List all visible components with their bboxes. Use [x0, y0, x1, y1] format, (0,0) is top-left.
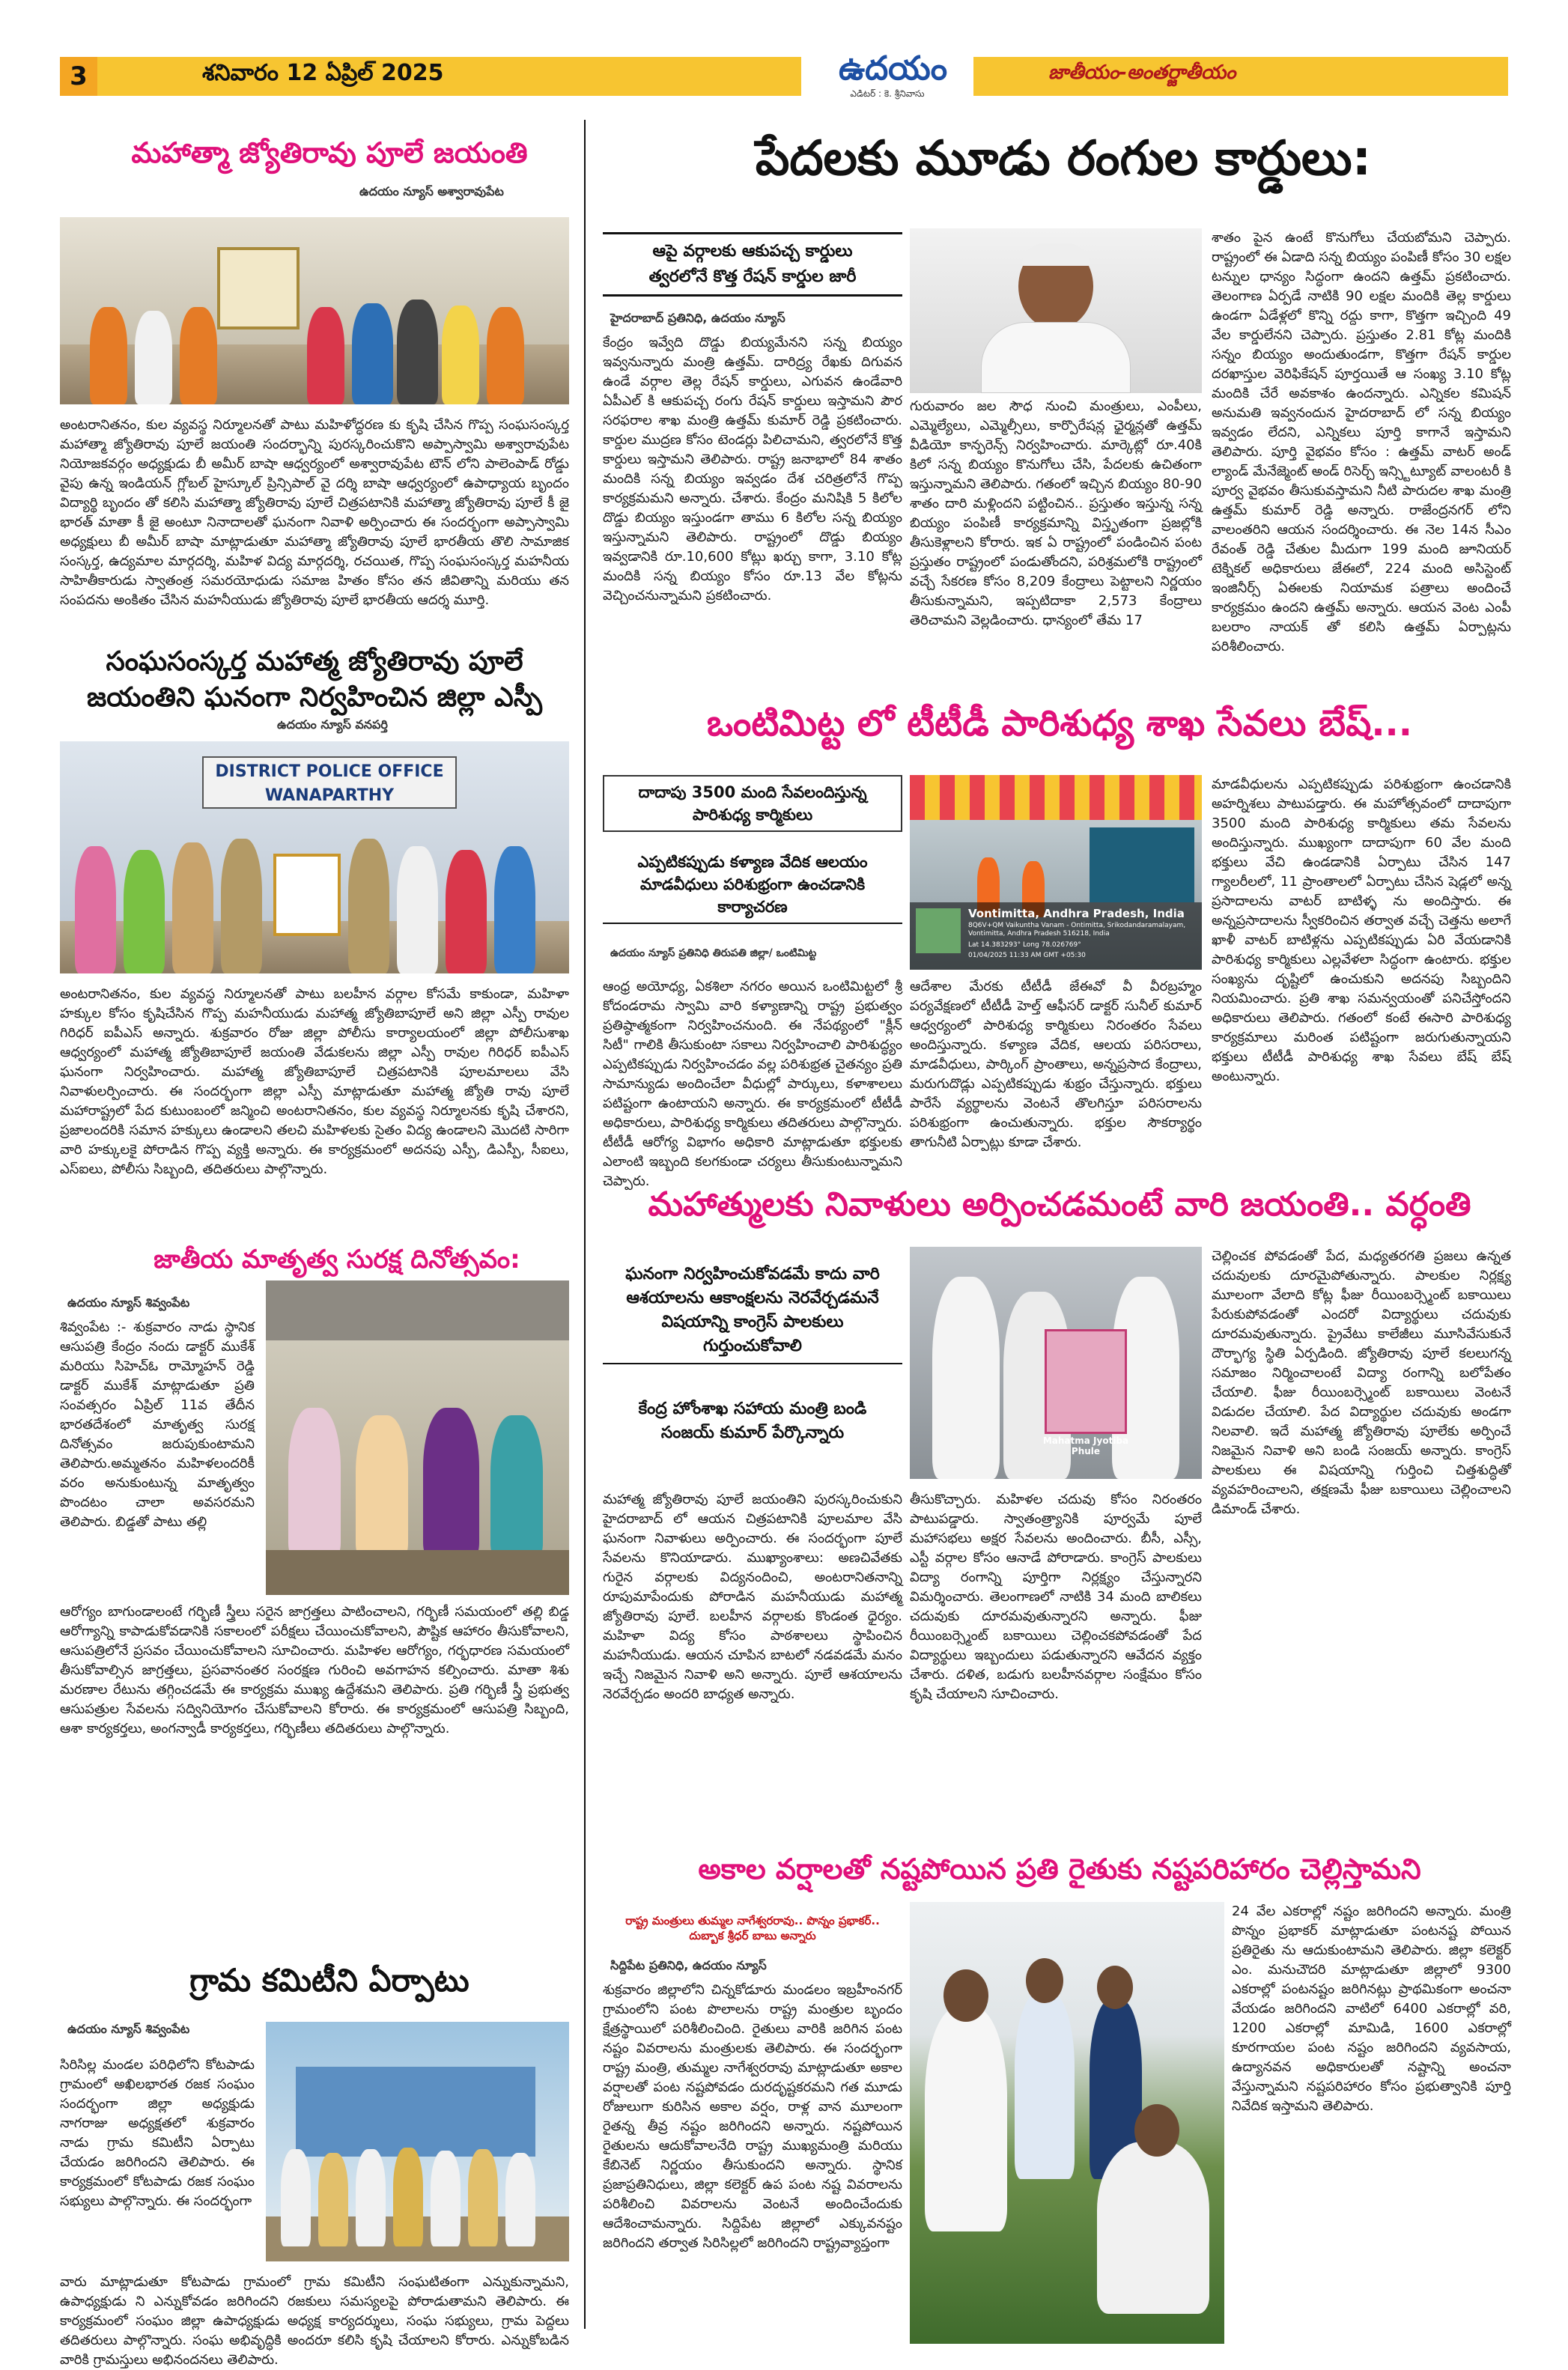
subhead-farmers-sridhar: దుబ్బాక శ్రీధర్ బాబు అన్నారు — [689, 1929, 816, 1942]
subhead-ttd-plan: ఎప్పటికప్పుడు కళ్యాణ వేదిక ఆలయం మాడవీధులు పరిశుభ్రంగా ఉంచడానికి కార్యాచరణ — [603, 846, 902, 924]
headline-farmers: అకాల వర్షాలతో నష్టపోయిన ప్రతి రైతుకు నష్టపరిహారం చెల్లిస్తామని — [698, 1853, 1421, 1886]
police-office-sign: DISTRICT POLICE OFFICE WANAPARTHY — [202, 756, 457, 809]
masthead — [0, 0, 1568, 105]
body-maternity: ఆరోగ్యం బాగుండాలంటే గర్భిణీ స్త్రీలు సరైన జాగ్రత్తలు పాటించాలని, గర్భిణీ సమయంలో తల్లి బిడ్డ ఆరోగ్యాన్ని కాపాడుకోవడానికి సకాలంలో పరీక్షలు చేయించుకోవాలని, పౌష్టిక ఆహారం తీసుకోవాలని, ఆసుపత్రిలోనే ప్రసవం చేయించుకోవాలని సూచించారు. మహిళల ఆరోగ్యం, గర్భధారణ సమయంలో తీసుకోవాల్సిన జాగ్రత్తలు, ప్రసవానంతర సంరక్షణ గురించి అవగాహన కల్పించారు. మాతా శిశు మరణాల రేటును తగ్గించడమే ఈ కార్యక్రమ ముఖ్య ఉద్దేశమని తెలిపారు. ప్రతి గర్భిణీ స్త్రీ ప్రభుత్వ ఆసుపత్రుల సేవలను సద్వినియోగం చేసుకోవాలని కోరారు. ఈ కార్యక్రమంలో ఆసుపత్రి సిబ్బంది, ఆశా కార్యకర్తలు, అంగన్వాడీ కార్యకర్తలు, గర్భిణీలు తదితరులు పాల్గొన్నారు. — [60, 1604, 569, 1737]
newspaper-logo[interactable] — [839, 49, 948, 99]
page-number: 3 — [60, 57, 97, 96]
body-maternity-intro: శివ్వంపేట :- శుక్రవారం నాడు స్థానిక ఆసుపత్రి కేంద్రం నందు డాక్టర్ ముకేశ్ మరియు సిహెచ్ఓ రామ్మోహన్ రెడ్డి డాక్టర్ ముకేశ్ మాట్లాడుతూ ప్రతి సంవత్సరం ఏప్రిల్ 11వ తేదీన భారతదేశంలో మాతృత్వ సురక్ష దినోత్సవం జరుపుకుంటామని తెలిపారు.అమ్మతనం మహిళలందరికీ వరం అనుకుంటున్న మాతృత్వం పొందటం చాలా అవసరమని తెలిపారు. బిడ్డతో పాటు తల్లి — [60, 1319, 255, 1530]
photo-police-office — [60, 741, 569, 973]
body-ttd-col3: మాడవీధులను ఎప్పటికప్పుడు పరిశుభ్రంగా ఉంచడానికి అహర్నిశలు పాటుపడ్తారు. ఈ మహోత్సవంలో దాదాపుగా 3500 మంది పారిశుధ్య కార్మికులు తమ సేవలను అందిస్తున్నారు. ముఖ్యంగా దాదాపుగా 60 వేల మంది భక్తులు వేచి ఉండడానికి ఏర్పాటు చేసిన 147 గ్యాలరీలలో, 11 ప్రాంతాలలో ఏర్పాటు చేసిన షెడ్లలో అన్న ప్రసాదాలను వాటర్ బాటిళ్ళ ను అందిస్తారు. ఈ అన్నప్రసాదాలను స్వీకరించిన తర్వాత వచ్చే చెత్తను అలాగే ఖాళీ వాటర్ బాటిళ్లను ఎప్పటికప్పుడు ఏరి వేయడానికి పారిశుధ్య కార్మికులు ఎల్లవేళలా సిద్ధంగా ఉంటారు. భక్తుల సంఖ్యను దృష్టిలో ఉంచుకుని అదనపు సిబ్బందిని నియమించారు. ప్రతి శాఖ సమన్వయంతో పనిచేస్తోందని అధికారులు తెలిపారు. గతంలో కంటే ఈసారి పారిశుధ్య కార్యక్రమాలు మరింత పటిష్టంగా జరుగుతున్నాయని భక్తులు టీటీడీ పారిశుధ్య శాఖ సేవలు బేష్ బేష్ అంటున్నారు. — [1212, 777, 1511, 1084]
subhead-farmers — [603, 1913, 902, 1943]
body-village-intro: సిరిసిల్ల మండల పరిధిలోని కోటపాడు గ్రామంలో అఖిలభారత రజక సంఘం సందర్భంగా జిల్లా అధ్యక్షుడు నాగరాజు అధ్యక్షతలో శుక్రవారం నాడు గ్రామ కమిటీని ఏర్పాటు చేయడం జరిగిందని తెలిపారు. ఈ కార్యక్రమంలో కోటపాడు రజక సంఘం సభ్యులు పాల్గొన్నారు. ఈ సందర్భంగా — [60, 2057, 255, 2209]
photo-minister-uttam — [910, 228, 1202, 393]
photo-caption-phule: Mahatma Jyotiba Phule — [1042, 1435, 1129, 1456]
body-mahatmas-col2: తీసుకొచ్చారు. మహిళల చదువు కోసం నిరంతరం పాటుపడ్డారు. స్వాతంత్ర్యానికి పూర్వమే పూలే మహాసభలు అక్షర సేవలను అందించారు. బీసీ, ఎస్సీ, ఎస్టీ వర్గాల కోసం ఆనాడే పోరాడారు. కాంగ్రెస్ పాలకులు విద్యా రంగాన్ని పూర్తిగా నిర్లక్ష్యం చేస్తున్నారని విమర్శించారు. తెలంగాణలో నాటికి 34 మంది బాలికలు చదువుకు దూరమవుతున్నారని అన్నారు. ఫీజు రీయింబర్స్మెంట్ బకాయిలు చెల్లించకపోవడంతో పేద విద్యార్థులు ఇబ్బందులు పడుతున్నారని ఆవేదన వ్యక్తం చేశారు. దళిత, బడుగు బలహీనవర్గాల సంక్షేమం కోసం కృషి చేయాలని సూచించారు. — [910, 1492, 1202, 1702]
headline-maternity: జాతీయ మాతృత్వ సురక్ష దినోత్సవం: — [154, 1245, 520, 1274]
logo-text: ఉదయం — [839, 49, 948, 88]
subhead-mahatmas-congress: ఘనంగా నిర్వహించుకోవడమే కాదు వారి ఆశయాలను ఆకాంక్షలను నెరవేర్చడమనే విషయాన్ని కాంగ్రెస్ పాలకులు గుర్తుంచుకోవాలి — [603, 1258, 902, 1364]
ttd-photo-address: 8Q6V+QM Vaikuntha Vanam - Ontimitta, Srikodandaramalayam, Vontimitta, Andhra Pradesh 516218, India — [968, 922, 1186, 938]
body-ration-col2: గురువారం జల సౌధ నుంచి మంత్రులు, ఎంపీలు, ఎమ్మెల్యేలు, ఎమ్మెల్సీలు, కార్పొరేషన్ల ఛైర్మన్లతో ఉత్తమ్ వీడియో కాన్ఫరెన్స్ నిర్వహించారు. మార్కెట్లో రూ.40కి కిలో సన్న బియ్యం కొనుగోలు చేసి, పేదలకు ఉచితంగా ఇస్తున్నామని తెలిపారు. గతంలో ఇచ్చిన బియ్యం 80-90 శాతం దారి మళ్లిందని పట్టించిన.. ప్రస్తుతం ఇస్తున్న సన్న బియ్యం పంపిణీ కార్యక్రమాన్ని విస్తృతంగా ప్రజల్లోకి తీసుకెళ్లాలని కోరారు. ఇక ఏ రాష్ట్రంలో పండించిన పంట ప్రస్తుతం రాష్ట్రంలో పండుతోందని, పరిశ్రమలోకి రాష్ట్రంలో వచ్చే సేకరణ కోసం 8,209 కేంద్రాలు పెట్టాలని నిర్ణయం తీసుకున్నామని, ఇప్పటిదాకా 2,573 కేంద్రాలు తెరిచామని వెల్లడించారు. ధాన్యంలో తేమ 17 — [910, 398, 1202, 628]
body-ration-col1: కేంద్రం ఇవ్వేది దొడ్డు బియ్యమేనని సన్న బియ్యం ఇవ్వనున్నారు మంత్రి ఉత్తమ్. దారిద్ర్య రేఖకు దిగువన ఉండే వర్గాల తెల్ల రేషన్ కార్డులు, ఎగువన ఉండేవారి ఏపీఎల్ కి ఆకుపచ్చ రంగు రేషన్ కార్డులు ఇస్తామని పౌర సరఫరాల శాఖ మంత్రి ఉత్తమ్ కుమార్ రెడ్డి ప్రకటించారు. కార్డుల ముద్రణ కోసం టెండర్లు పిలిచామని, త్వరలోనే కొత్త కార్డులు ఇస్తామని తెలిపారు. రాష్ట్ర జనాభాలో 84 శాతం మందికి సన్న బియ్యం ఇవ్వడం దేశ చరిత్రలోనే గొప్ప కార్యక్రమమని అన్నారు. చేశారు. కేంద్రం మనిషికి 5 కిలోల దొడ్డు బియ్యం ఇస్తుండగా తాము 6 కిలోల సన్న బియ్యం ఇస్తున్నామని తెలిపారు. రాష్ట్రంలో దొడ్డు బియ్యం ఇవ్వడానికి రూ.10,600 కోట్లు ఖర్చు కాగా, 3.10 కోట్ల మందికి సన్న బియ్యం కోసం రూ.13 వేల కోట్లను వెచ్చించనున్నామని ప్రకటించారు. — [603, 335, 902, 604]
ttd-photo-time: 01/04/2025 11:33 AM GMT +05:30 — [968, 952, 1086, 959]
headline-ration-cards: పేదలకు మూడు రంగుల కార్డులు: — [755, 131, 1372, 186]
photo-phule-students — [60, 217, 569, 404]
photo-village-committee — [266, 2022, 569, 2261]
photo-bandi-sanjay — [910, 1247, 1202, 1479]
ttd-photo-place: Vontimitta, Andhra Pradesh, India — [968, 907, 1185, 920]
subhead-ration-green — [603, 232, 902, 297]
photo-maternity — [266, 1280, 569, 1595]
subhead-mahatmas-minister: కేంద్ర హోంశాఖ సహాయ మంత్రి బండి సంజయ్ కుమార్ పేర్కొన్నారు — [603, 1393, 902, 1450]
photo-ttd-workers — [910, 775, 1202, 970]
logo-subtext: ఎడిటర్ : కె. శ్రీనివాసు — [850, 88, 925, 99]
headline-phule-jayanti: మహాత్మా జ్యోతిరావు పూలే జయంతి — [131, 136, 528, 169]
headline-ttd: ఒంటిమిట్ట లో టీటీడీ పారిశుధ్య శాఖ సేవలు బేష్... — [706, 702, 1413, 744]
byline-ttd: ఉదయం న్యూస్ ప్రతినిధి తిరుపతి జిల్లా/ ఒంటిమిట్ట — [610, 947, 817, 959]
byline-ration-cards: హైదరాబాద్ ప్రతినిధి, ఉదయం న్యూస్ — [610, 311, 785, 325]
byline-phule-jayanti: ఉదయం న్యూస్ అశ్వారావుపేట — [359, 184, 504, 198]
body-farmers-col2: 24 వేల ఎకరాల్లో నష్టం జరిగిందని అన్నారు. మంత్రి పొన్నం ప్రభాకర్ మాట్లాడుతూ పంటనష్ట పోయిన ప్రతిరైతు ను ఆదుకుంటామని తెలిపారు. జిల్లా కలెక్టర్ ఎం. మనుచౌదరి మాట్లాడుతూ జిల్లాలో 9300 ఎకరాల్లో పంటనష్టం జరిగినట్లు ప్రాథమికంగా అంచనా వేయడం జరిగిందని వాటిలో 6400 ఎకరాల్లో వరి, 1200 ఎకరాల్లో మామిడి, 1600 ఎకరాల్లో కూరగాయల పంట నష్టం జరిగిందని వ్యవసాయ, ఉద్యానవన అధికారులతో నష్టాన్ని అంచనా వేస్తున్నామని నష్టపరిహారం కోసం ప్రభుత్వానికి పూర్తి నివేదిక ఇస్తామని తెలిపారు. — [1232, 1903, 1511, 2114]
byline-village-committee: ఉదయం న్యూస్ శివ్వంపేట — [67, 2022, 190, 2036]
column-divider — [584, 120, 586, 2329]
subhead-ttd-workers: దాదాపు 3500 మంది సేవలందిస్తున్న పారిశుధ్య కార్మికులు — [603, 775, 902, 832]
body-phule-jayanti: అంటరానితనం, కుల వ్యవస్థ నిర్మూలనతో పాటు మహిళోద్ధరణ కు కృషి చేసిన గొప్ప సంఘసంస్కర్త మహాత్మా జ్యోతిరావు పూలే జయంతి సందర్భాన్ని పురస్కరించుకొని అప్పాస్వామి అశ్వారావుపేట నియోజకవర్గం అధ్యక్షుడు బీ అమీర్ బాషా ఆధ్వర్యంలో అశ్వారావుపేట టౌన్ లోని పాలెంపాడ్ రోడ్డు వైపు ఉన్న ఇండియన్ గ్లోబల్ హైస్కూల్ ప్రిన్సిపాల్ వై దర్శి బాషా ఆధ్వర్యంలో ఉపాధ్యాయ బృందం విద్యార్థి బృందం తో కలిసి మహాత్మా జ్యోతిరావు పూలే చిత్రపటానికి మహాత్మా జ్యోతిరావు పూలే కీ జై భారత్ మాతా కీ జై అంటూ నినాదాలతో ఘనంగా నివాళి అర్పించారు ఈ సందర్భంగా అప్పాస్వామి అధ్యక్షులు బీ అమీర్ బాషా మాట్లాడుతూ మహాత్మా జ్యోతిరావు పూలే భారతీయ తొలి సామాజిక సంస్కర్త, ఉద్యమాల మార్గదర్శి, మహిళ విద్య మార్గదర్శి, రచయిత, గొప్ప సంఘసంస్కర్త మహనీయ సాహితీకారుడు స్వాతంత్ర సమరయోధుడు సమాజ హితం కోసం తన జీవితాన్ని మరియు తన సంపదను అంకితం చేసిన మహనీయుడు జ్యోతిరావు పూలే భారతీయ ఆదర్శ మూర్తి. — [60, 417, 569, 608]
section-name: జాతీయం-అంతర్జాతీయం — [1048, 61, 1236, 84]
subhead-ration-new: త్వరలోనే కొత్త రేషన్ కార్డుల జారీ — [648, 267, 857, 286]
subhead-farmers-ministers: రాష్ట్ర మంత్రులు తుమ్మల నాగేశ్వరరావు.. పొన్నం ప్రభాకర్.. — [625, 1914, 880, 1927]
body-phule-sp: అంటరానితనం, కుల వ్యవస్థ నిర్మూలనతో పాటు బలహీన వర్గాల కోసమే కాకుండా, మహిళా హక్కుల కోసం కృషిచేసిన గొప్ప మహనీయుడు మహాత్మ జ్యోతిబాపూలే అని జిల్లా ఎస్పీ రావుల గిరిధర్ ఐపీఎస్ అన్నారు. శుక్రవారం రోజు జిల్లా పోలీసు కార్యాలయంలో జిల్లా పోలీసుశాఖ ఆధ్వర్యంలో మహాత్మ జ్యోతిబాపూలే జయంతి వేడుకలను జిల్లా ఎస్పీ రావుల గిరిధర్ ఐపీఎస్ ఘనంగా నిర్వహించారు. మహాత్మ జ్యోతిబాపూలే చిత్రపటానికి పూలమాలలు వేసి నివాళులర్పించారు. ఈ సందర్భంగా జిల్లా ఎస్పీ మాట్లాడుతూ మహాత్మ జ్యోతి రావు పూలే మహారాష్ట్రలో పేద కుటుంబంలో జన్మించి అంటరానితనం, కుల వ్యవస్థ నిర్మూలనకు కృషి చేశారని, ప్రజాలందరికి సమాన హక్కులు ఉండాలని తలచి మహిళలకు సైతం విద్య ఉండాలని మొదటి సారిగా వారి హక్కులకై పోరాడిన గొప్ప వ్యక్తి అన్నారు. ఈ కార్యక్రమంలో అదనపు ఎస్పీ, డిఎస్పీ, సీఐలు, ఎస్ఐలు, పోలీసు సిబ్బంది, తదితరులు పాల్గొన్నారు. — [60, 986, 569, 1177]
byline-farmers: సిద్దిపేట ప్రతినిధి, ఉదయం న్యూస్ — [610, 1958, 767, 1972]
issue-date: శనివారం 12 ఏప్రిల్ 2025 — [202, 60, 444, 86]
body-ttd-col1: ఆంధ్ర అయోధ్య, ఏకశిలా నగరం అయిన ఒంటిమిట్టలో శ్రీ కోదండరామ స్వామి వారి కళ్యాణాన్ని రాష్ట్ర ప్రభుత్వం ప్రతిష్ఠాత్మకంగా నిర్వహించనుంది. ఈ నేపథ్యంలో "క్లీన్ సిటీ" గాలికి తీసుకుంటా సకాలు నిర్వహించాలి పారిశుద్ధ్యం ఎప్పటికప్పుడు నిర్వహించడం వల్ల పరిశుభ్రత చైతన్యం ప్రతి సామాన్యుడు అందించేలా వీధుల్లో పార్కులు, కళాశాలలు పటిష్టంగా ఉంటాయని అన్నారు. ఈ కార్యక్రమంలో టీటీడీ అధికారులు, పారిశుధ్య కార్మికులు తదితరులు పాల్గొన్నారు. టీటీడీ ఆరోగ్య విభాగం అధికారి మాట్లాడుతూ భక్తులకు ఎలాంటి ఇబ్బంది కలగకుండా చర్యలు తీసుకుంటున్నామని చెప్పారు. — [603, 979, 902, 1189]
byline-maternity: ఉదయం న్యూస్ శివ్వంపేట — [67, 1295, 190, 1310]
headline-phule-sp: సంఘసంస్కర్త మహాత్మ జ్యోతిరావు పూలే జయంతిని ఘనంగా నిర్వహించిన జిల్లా ఎస్పీ — [86, 646, 543, 713]
body-mahatmas-col3: చెల్లించక పోవడంతో పేద, మధ్యతరగతి ప్రజలు ఉన్నత చదువులకు దూరమైపోతున్నారు. పాలకుల నిర్లక్ష్య మూలంగా వేలాది కోట్ల ఫీజు రీయింబర్స్మెంట్ బకాయిలు పేరుకుపోవడంతో ఎందరో విద్యార్థులు చదువుకు దూరమవుతున్నారు. ప్రైవేటు కాలేజీలు మూసివేసుకునే దౌర్భాగ్య స్థితి ఏర్పడింది. జ్యోతిరావు పూలే కలలుగన్న సమాజం నిర్మించాలంటే విద్యా రంగాన్ని బలోపేతం చేయాలి. ఫీజు రీయింబర్స్మెంట్ బకాయిలు వెంటనే విడుదల చేయాలి. పేద విద్యార్థుల చదువుకు అండగా నిలవాలి. ఇదే మహాత్మ జ్యోతిరావు పూలేకు అర్పించే నిజమైన నివాళి అని బండి సంజయ్ అన్నారు. కాంగ్రెస్ పాలకులు ఈ విషయాన్ని గుర్తించి చిత్తశుద్ధితో వ్యవహరించాలని, తక్షణమే ఫీజు బకాయిలు చెల్లించాలని డిమాండ్ చేశారు. — [1212, 1248, 1511, 1517]
subhead-ration-green-text: ఆపై వర్గాలకు ఆకుపచ్చ కార్డులు — [652, 242, 853, 261]
headline-mahatmas: మహాత్ములకు నివాళులు అర్పించడమంటే వారి జయంతి.. వర్ధంతి — [648, 1185, 1471, 1224]
body-mahatmas-col1: మహాత్మ జ్యోతిరావు పూలే జయంతిని పురస్కరించుకుని హైదరాబాద్ లో ఆయన చిత్రపటానికి పూలమాల వేసి ఘనంగా నివాళులు అర్పించారు. ఈ సందర్భంగా పూలే సేవలను కొనియాడారు. ముఖ్యాంశాలు: అణచివేతకు గురైన వర్గాలకు విద్యనందించి, అంటరానితనాన్ని రూపుమాపేందుకు పోరాడిన మహనీయుడు మహాత్మ జ్యోతిరావు పూలే. బలహీన వర్గాలకు కొండంత ధైర్యం. మహిళా విద్య కోసం పాఠశాలలు స్థాపించిన మహనీయుడు. ఆయన చూపిన బాటలో నడవడమే మనం ఇచ్చే నిజమైన నివాళి అని అన్నారు. పూలే ఆశయాలను నెరవేర్చడం అందరి బాధ్యత అన్నారు. — [603, 1492, 902, 1702]
byline-phule-sp: ఉదయం న్యూస్ వనపర్తి — [277, 717, 388, 732]
body-ttd-col2: ఆదేశాల మేరకు టీటీడీ జేఈవో వీ వీరబ్రహ్మం పర్యవేక్షణలో టీటీడీ హెల్త్ ఆఫీసర్ డాక్టర్ సునీల్ కుమార్ ఆధ్వర్యంలో పారిశుధ్య కార్మికులు నిరంతరం సేవలు అందిస్తున్నారు. కళ్యాణ వేదిక, ఆలయ పరిసరాలు, మాడవీధులు, పార్కింగ్ ప్రాంతాలు, అన్నప్రసాద కేంద్రాలు, మరుగుదొడ్లు ఎప్పటికప్పుడు శుభ్రం చేస్తున్నారు. భక్తులు పారేసే వ్యర్థాలను వెంటనే తొలగిస్తూ పరిసరాలను పరిశుభ్రంగా ఉంచుతున్నారు. భక్తుల సౌకర్యార్థం తాగునీటి ఏర్పాట్లు కూడా చేశారు. — [910, 979, 1202, 1150]
photo-ministers-field — [910, 1902, 1224, 2344]
body-ration-col3: శాతం పైన ఉంటే కొనుగోలు చేయబోమని చెప్పారు. రాష్ట్రంలో ఈ ఏడాది సన్న బియ్యం పంపిణీ కోసం 30 లక్షల టన్నుల ధాన్యం సిద్ధంగా ఉందని ఉత్తమ్ ప్రకటించారు. తెలంగాణ ఏర్పడే నాటికి 90 లక్షల మందికి తెల్ల కార్డులు ఉండగా ఏడేళ్లలో కొన్ని రద్దు కాగా, కొత్తగా ఇచ్చింది 49 వేల కార్డులేనని చెప్పారు. ప్రస్తుతం 2.81 కోట్ల మందికి సన్నం బియ్యం అందుతుండగా, కొత్తగా రేషన్ కార్డుల దరఖాస్తుల వెరిఫికేషన్ పూర్తయితే ఆ సంఖ్య 3.10 కోట్ల మందికి చేరే అవకాశం ఉందన్నారు. ఎన్నికల కమిషన్ అనుమతి ఇవ్వనందున హైదరాబాద్ లో సన్న బియ్యం ఇవ్వడం లేదని, ఎన్నికలు పూర్తి కాగానే ఇస్తామని తెలిపారు. పూర్తి వైభవం కోసం : ఉత్తమ్ వాటర్ అండ్ ల్యాండ్ మేనేజ్మెంట్ అండ్ రిసెర్చ్ ఇన్స్టిట్యూట్ వాలంటరీ కి పూర్వ వైభవం తీసుకువస్తామని నీటి పారుదల శాఖ మంత్రి ఉత్తమ్ కుమార్ రెడ్డి అన్నారు. రాజేంద్రనగర్ లోని వాలంతరిని ఆయన సందర్శించారు. ఈ నెల 14న సీఎం రేవంత్ రెడ్డి చేతుల మీదుగా 199 మంది జూనియర్ టెక్నికల్ అధికారులు జేఈలో, 224 మంది అసిస్టెంట్ ఇంజినీర్స్ ఏఈలకు నియామక పత్రాలు అందించే కార్యక్రమం ఉందని ఉత్తమ్ అన్నారు. ఆయన వెంట ఎంపీ బలరాం నాయక్ తో కలిసి ఉత్తమ్ ఏర్పాట్లను పరిశీలించారు. — [1212, 230, 1511, 654]
body-farmers-col1: శుక్రవారం జిల్లాలోని చిన్నకోడూరు మండలం ఇబ్రహీంనగర్ గ్రామంలోని పంట పొలాలను రాష్ట్ర మంత్రుల బృందం క్షేత్రస్థాయిలో పరిశీలించింది. రైతులు వారికి జరిగిన పంట నష్టం వివరాలను మంత్రులకు తెలిపారు. ఈ సందర్భంగా రాష్ట్ర మంత్రి, తుమ్మల నాగేశ్వరరావు మాట్లాడుతూ అకాల వర్షాలతో పంట నష్టపోవడం దురదృష్టకరమని గత మూడు రోజులుగా కురిసిన అకాల వర్షం, రాళ్ల వాన మూలంగా రైతన్న తీవ్ర నష్టం జరిగిందని అన్నారు. నష్టపోయిన రైతులను ఆదుకోవాలనేది రాష్ట్ర ముఖ్యమంత్రి మరియు కేబినెట్ నిర్ణయం తీసుకుందని అన్నారు. స్థానిక ప్రజాప్రతినిధులు, జిల్లా కలెక్టర్ ఉప పంట నష్ట వివరాలను పరిశీలించి వివరాలను వెంటనే అందించేందుకు ఆదేశించామన్నారు. సిద్దిపేట జిల్లాలో ఎక్కువనష్టం జరిగిందని తర్వాత సిరిసిల్లలో జరిగిందని రాష్ట్రవ్యాప్తంగా — [603, 1982, 902, 2251]
ttd-photo-coords: Lat 14.383293° Long 78.026769° — [968, 941, 1081, 949]
body-village-committee: వారు మాట్లాడుతూ కోటపాడు గ్రామంలో గ్రామ కమిటీని సంఘటితంగా ఎన్నుకున్నామని, ఉపాధ్యక్షుడు ని ఎన్నుకోవడం జరిగిందని రజకులు సమస్యలపై పోరాడుతామని తెలిపారు. ఈ కార్యక్రమంలో సంఘం జిల్లా ఉపాధ్యక్షుడు అధ్యక్ష కార్యదర్శులు, సంఘ సభ్యులు, గ్రామ పెద్దలు తదితరులు పాల్గొన్నారు. సంఘ అభివృద్ధికి అందరూ కలిసి కృషి చేయాలని కోరారు. ఎన్నుకోబడిన వారికి గ్రామస్తులు అభినందనలు తెలిపారు. — [60, 2274, 569, 2368]
headline-village-committee: గ్రామ కమిటీని ఏర్పాటు — [189, 1962, 470, 1999]
